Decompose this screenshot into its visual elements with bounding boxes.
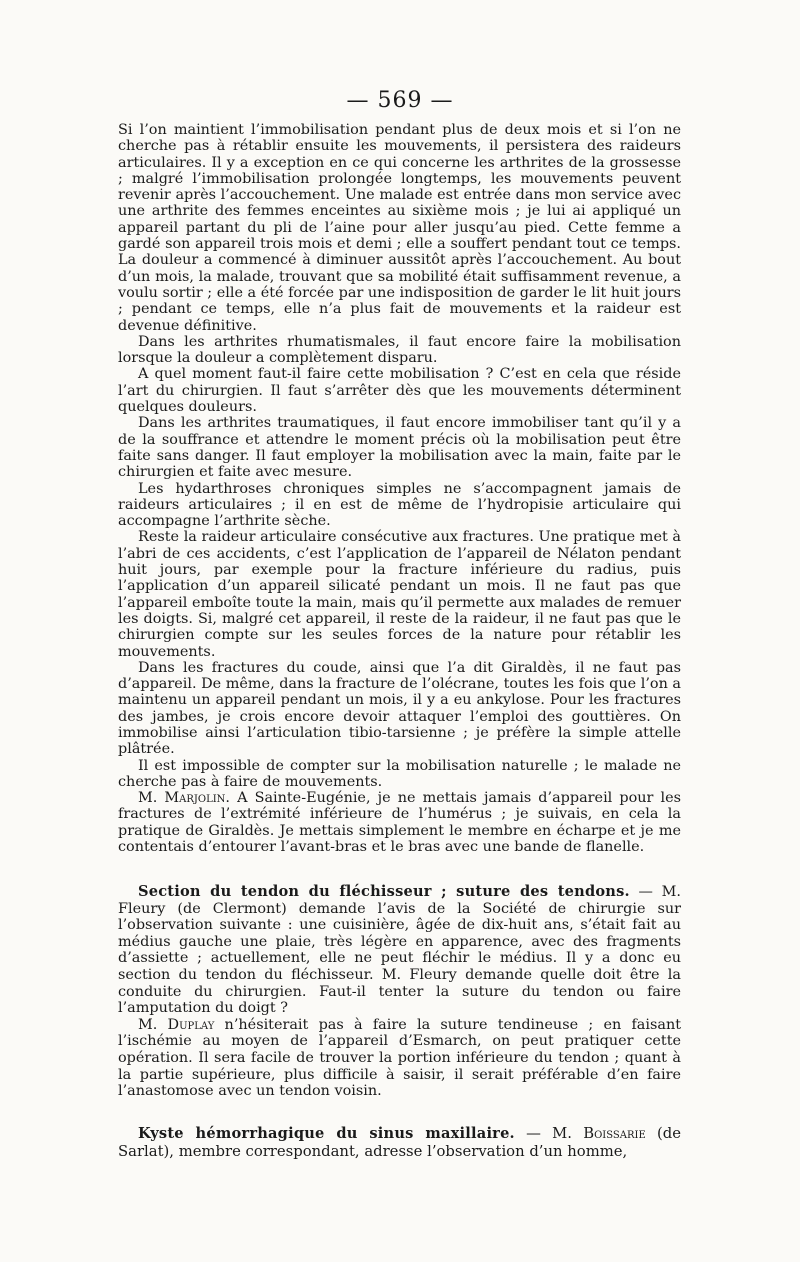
section-paragraph <box>118 884 681 1017</box>
section-kyste <box>118 1125 681 1161</box>
speaker-text: n’hésiterait pas à faire la suture tendineuse ; en faisant l’ischémie au moyen de l’appareil d’Esmarch, on peut pratiquer cette opération. Il sera facile de trouver la portion inférieure du tendon ; quant à la partie supérieure, plus difficile à saisir, il serait préférable d’en faire l’anastomose avec un tendon voisin. <box>118 1016 681 1100</box>
paragraph-marjolin <box>118 790 681 855</box>
main-text <box>118 122 681 855</box>
paragraph: Il est impossible de compter sur la mobilisation naturelle ; le malade ne cherche pas à faire de mouvements. <box>118 757 681 790</box>
section-text: (de Sarlat), membre correspondant, adresse l’observation d’un homme, <box>118 1125 681 1160</box>
paragraph: Dans les arthrites rhumatismales, il faut encore faire la mobilisation lorsque la douleur a complètement disparu. <box>118 333 681 367</box>
speaker-name: M. Duplay <box>138 1016 215 1033</box>
section-text: — M. Fleury (de Clermont) demande l’avis de la Société de chirurgie sur l’observation suivante : une cuisinière, âgée de dix-huit ans, s’était fait au médius gauche une plaie, très légère en apparence, avec des fragments d’assiette ; actuellement, elle ne peut fléchir le médius. Il y a donc eu section du tendon du fléchisseur. M. Fleury demande quelle doit être la conduite du chirurgien. Faut-il tenter la suture du tendon ou faire l’amputation du doigt ? <box>118 884 681 1017</box>
paragraph: Dans les arthrites traumatiques, il faut encore immobiliser tant qu’il y a de la souffrance et attendre le moment précis où la mobilisation peut être faite sans danger. Il faut employer la mobilisation avec la main, faite par le chirurgien et faite avec mesure. <box>118 415 681 481</box>
paragraph-duplay <box>118 1017 681 1100</box>
section-paragraph <box>118 1125 681 1161</box>
paragraph: Reste la raideur articulaire consécutive aux fractures. Une pratique met à l’abri de ces accidents, c’est l’application de l’appareil de Nélaton pendant huit jours, par exemple pour la fracture inférieure du radius, puis l’application d’un appareil silicaté pendant un mois. Il ne faut pas que l’appareil emboîte toute la main, mais qu’il permette aux malades de remuer les doigts. Si, malgré cet appareil, il reste de la raideur, il ne faut pas que le chirurgien compte sur les seules forces de la nature pour rétablir les mouvements. <box>118 529 681 660</box>
speaker-name: M. Marjolin. <box>138 790 231 807</box>
paragraph: Les hydarthroses chroniques simples ne s’accompagnent jamais de raideurs articulaires ; il en est de même de l’hydropisie articulaire qui accompagne l’arthrite sèche. <box>118 480 681 530</box>
section-title: Kyste hémorrhagique du sinus maxillaire. <box>138 1125 515 1142</box>
paragraph: Si l’on maintient l’immobilisation pendant plus de deux mois et si l’on ne cherche pas à rétablir ensuite les mouvements, il persistera des raideurs articulaires. Il y a exception en ce qui concerne les arthrites de la grossesse ; malgré l’immobilisation prolongée longtemps, les mouvements peuvent revenir après l’accouchement. Une malade est entrée dans mon service avec une arthrite des femmes enceintes au sixième mois ; je lui ai appliqué un appareil partant du pli de l’aine pour aller jusqu’au pied. Cette femme a gardé son appareil trois mois et demi ; elle a souffert pendant tout ce temps. La douleur a commencé à diminuer aussitôt après l’accouchement. Au bout d’un mois, la malade, trouvant que sa mobilité était suffisamment revenue, a voulu sortir ; elle a été forcée par une indisposition de garder le lit huit jours ; pendant ce temps, elle n’a plus fait de mouvements et la raideur est devenue définitive. <box>118 122 681 334</box>
page-number: — 569 — <box>346 88 454 113</box>
section-dash: — M. <box>514 1125 584 1142</box>
paragraph: A quel moment faut-il faire cette mobilisation ? C’est en cela que réside l’art du chirurgien. Il faut s’arrêter dès que les mouvements déterminent quelques douleurs. <box>118 366 681 416</box>
section-title: Section du tendon du fléchisseur ; suture des tendons. <box>138 883 630 900</box>
paragraph: Dans les fractures du coude, ainsi que l’a dit Giraldès, il ne faut pas d’appareil. De même, dans la fracture de l’olécrane, toutes les fois que l’on a maintenu un appareil pendant un mois, il y a eu ankylose. Pour les fractures des jambes, je crois encore devoir attaquer l’emploi des gouttières. On immobilise ainsi l’articulation tibio-tarsienne ; je préfère la simple attelle plâtrée. <box>118 659 682 758</box>
section-tendon <box>118 884 681 1100</box>
speaker-name: Boissarie <box>583 1125 646 1142</box>
speaker-text: A Sainte-Eugénie, je ne mettais jamais d’appareil pour les fractures de l’extrémité inférieure de l’humérus ; je suivais, en cela la pratique de Giraldès. Je mettais simplement le membre en écharpe et je me contentais d’entourer l’avant-bras et le bras avec une bande de flanelle. <box>118 790 681 856</box>
